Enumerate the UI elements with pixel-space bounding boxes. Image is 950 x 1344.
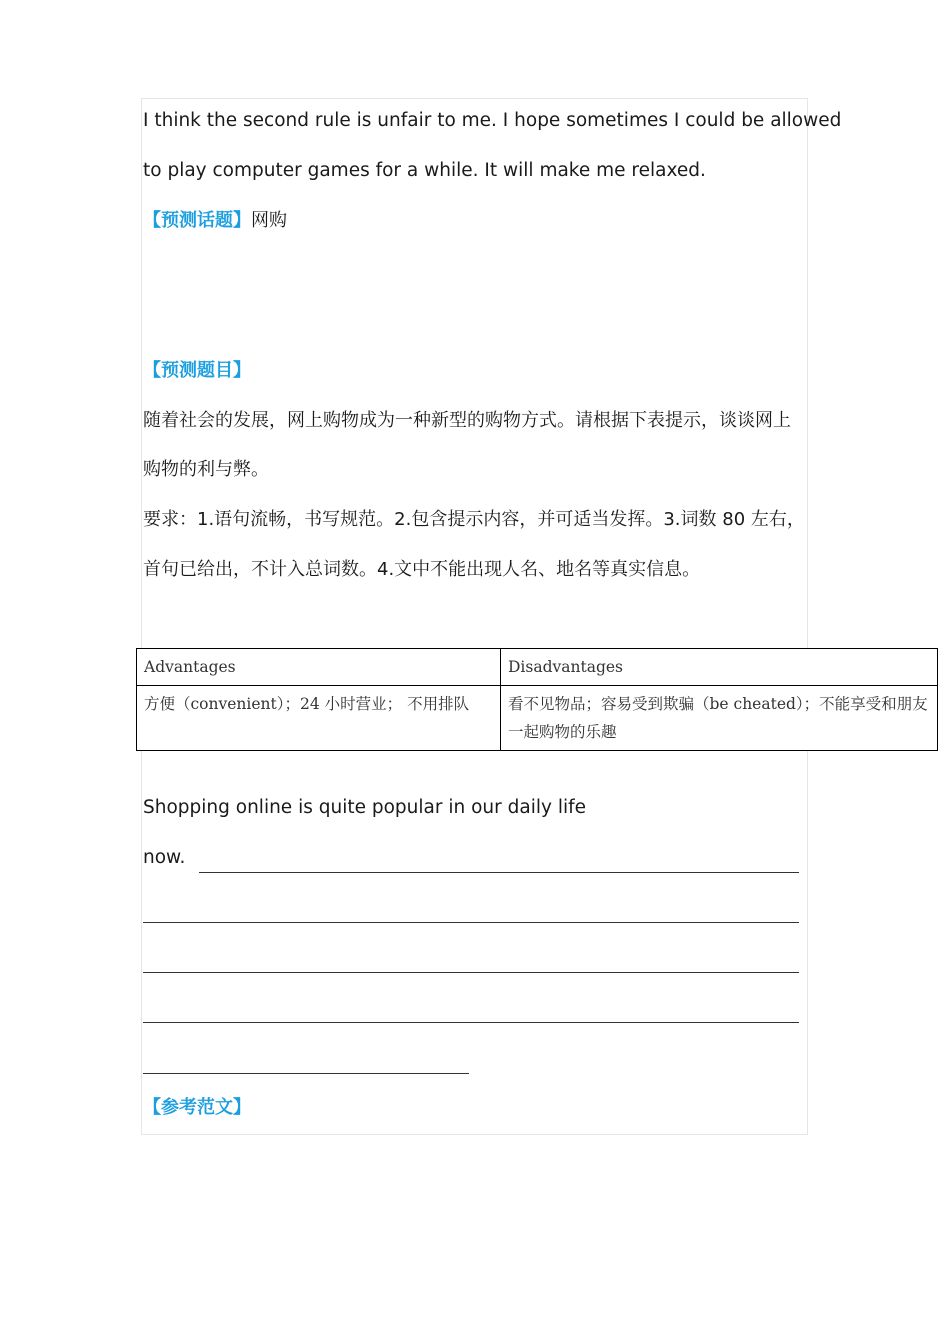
intro-line-1: I think the second rule is unfair to me. I hope sometimes I could be allowed xyxy=(143,110,842,131)
reference-heading: 【参考范文】 xyxy=(143,1097,251,1118)
disadvantages-cell: 看不见物品；容易受到欺骗（be cheated）；不能享受和朋友一起购物的乐趣 xyxy=(501,686,938,751)
question-p1-line-1: 随着社会的发展，网上购物成为一种新型的购物方式。请根据下表提示，谈谈网上 xyxy=(143,410,791,431)
writing-line[interactable] xyxy=(143,922,799,923)
topic-heading: 【预测话题】 xyxy=(143,210,251,231)
page-content-frame xyxy=(141,98,808,1135)
topic-text: 网购 xyxy=(251,210,287,231)
writing-line[interactable] xyxy=(199,872,799,873)
pros-cons-table xyxy=(136,648,938,751)
writing-line[interactable] xyxy=(143,1073,469,1074)
header-disadvantages: Disadvantages xyxy=(501,649,938,686)
question-heading: 【预测题目】 xyxy=(143,360,251,381)
intro-line-2: to play computer games for a while. It will make me relaxed. xyxy=(143,160,706,181)
question-p1-line-2: 购物的利与弊。 xyxy=(143,459,269,480)
question-p2-line-2: 首句已给出，不计入总词数。4.文中不能出现人名、地名等真实信息。 xyxy=(143,559,701,580)
table-row xyxy=(137,686,938,751)
writing-line[interactable] xyxy=(143,1022,799,1023)
topic-line xyxy=(143,209,287,233)
answer-start-line-1: Shopping online is quite popular in our daily life xyxy=(143,797,586,818)
question-p2-line-1: 要求：1.语句流畅，书写规范。2.包含提示内容，并可适当发挥。3.词数 80 左右， xyxy=(143,509,805,530)
answer-start-line-2: now. xyxy=(143,847,186,868)
advantages-cell: 方便（convenient）；24 小时营业； 不用排队 xyxy=(137,686,501,751)
header-advantages: Advantages xyxy=(137,649,501,686)
table-header-row xyxy=(137,649,938,686)
writing-line[interactable] xyxy=(143,972,799,973)
